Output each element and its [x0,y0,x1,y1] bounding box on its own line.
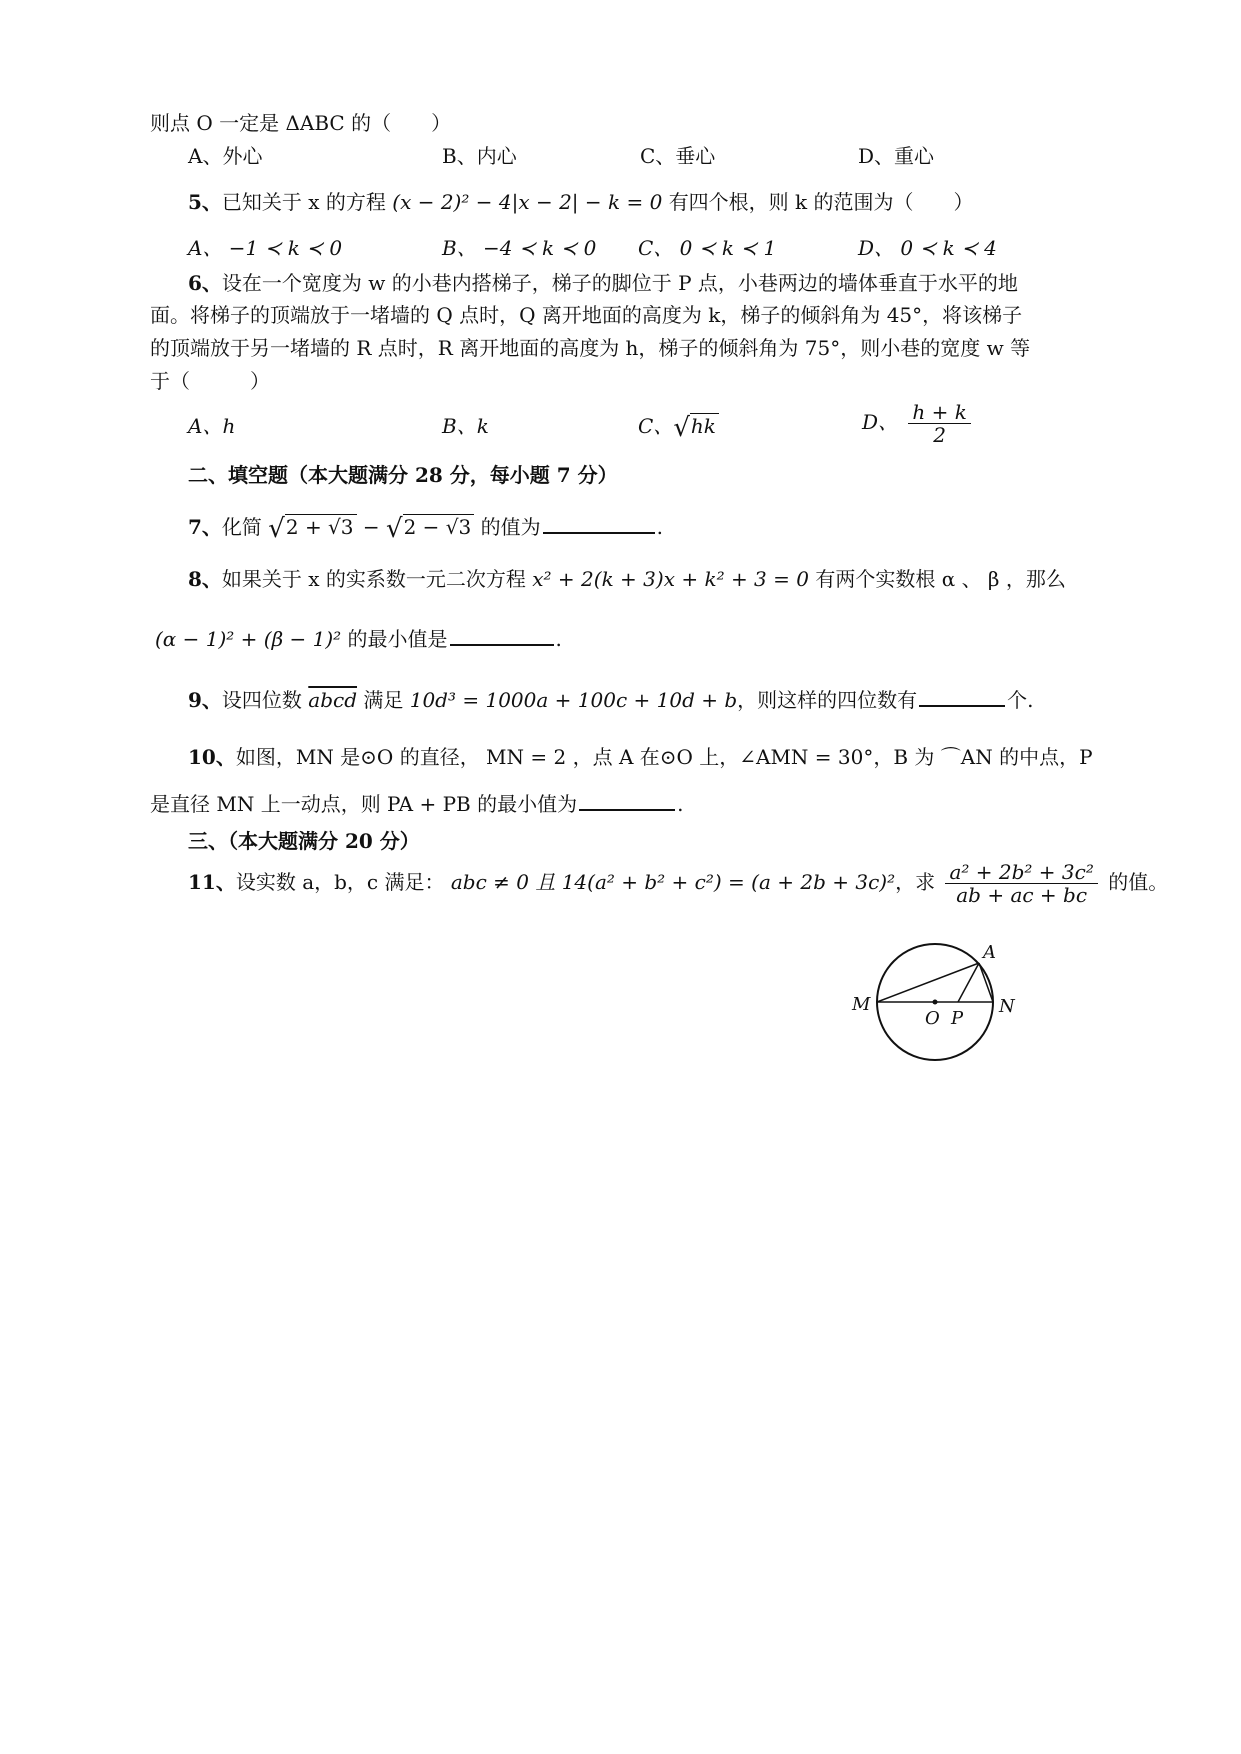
q6-option-c: C、√hk [638,411,719,443]
q4-option-d: D、重心 [858,144,935,168]
q6-option-d [862,401,975,446]
q8-text-b: 有两个实数根 α 、 β ，那么 [815,567,1066,591]
q5-text-a: 已知关于 x 的方程 [221,190,386,214]
q10-text-1: 如图，MN 是⊙O 的直径， MN = 2 ，点 A 在⊙O 上，∠AMN = 30°，B 为 ⌒AN 的中点，P [235,745,1093,769]
q6-option-d-label: D、 [862,410,899,434]
q6-option-b: B、k [442,414,489,438]
q9-text-a: 设四位数 [221,688,302,712]
q10-answer-blank[interactable] [579,787,675,811]
q10-line-2 [150,787,683,819]
q6-option-a: A、h [188,414,236,438]
q10-line-1 [188,742,1093,772]
q6-text-1: 设在一个宽度为 w 的小巷内搭梯子，梯子的脚位于 P 点，小巷两边的墙体垂直于水平的地 [221,271,1018,295]
q9-answer-blank[interactable] [919,683,1005,707]
q7-text-b: 的值为 [480,515,541,539]
q7-radical-2: 2 − √3 [403,514,475,539]
q5-number: 5、 [188,190,222,214]
q9-abcd: abcd [308,688,358,712]
q5-option-a: A、 −1 ≺ k ≺ 0 [188,236,343,260]
q11-text-a: 设实数 a，b，c 满足： [235,870,445,894]
q6-option-c-label: C、 [638,414,674,438]
q7-number: 7、 [188,515,222,539]
q11-fraction-denominator: ab + ac + bc [956,883,1088,907]
q7-text-a: 化简 [221,515,262,539]
q8-line-2 [155,622,562,654]
q7-minus: − [362,515,380,539]
q5-equation: (x − 2)² − 4|x − 2| − k = 0 [392,190,663,214]
q11-condition: abc ≠ 0 且 14(a² + b² + c²) = (a + 2b + 3c)² [450,870,896,894]
q8-end: . [555,627,562,651]
q9-equation: 10d³ = 1000a + 100c + 10d + b [409,688,738,712]
q8-expression: (α − 1)² + (β − 1)² [155,627,342,651]
q11-stem [188,861,1168,906]
q8-text-c: 的最小值是 [347,627,448,651]
q4-stem: 则点 O 一定是 ΔABC 的（ ） [150,111,452,135]
section-3-heading: 三、（本大题满分 20 分） [188,829,420,853]
q6-line-1 [188,268,1018,298]
q5-option-c: C、 0 ≺ k ≺ 1 [638,236,777,260]
q4-option-a: A、外心 [188,144,263,168]
q6-line-2: 面。将梯子的顶端放于一堵墙的 Q 点时，Q 离开地面的高度为 k，梯子的倾斜角为 45°，将该梯子 [150,303,1023,327]
segment-an [979,963,993,1002]
q9-text-c: ，则这样的四位数有 [737,688,918,712]
q8-line-1 [188,564,1066,594]
q8-equation: x² + 2(k + 3)x + k² + 3 = 0 [532,567,809,591]
q9-stem [188,683,1034,715]
center-point [933,1000,938,1005]
q7-stem: 7、化简 √2 + √3 − √2 − √3 的值为 . [188,510,663,544]
section-2-heading: 二、填空题（本大题满分 28 分，每小题 7 分） [188,463,618,487]
q6-option-c-radicand: hk [690,413,719,438]
q8-text-a: 如果关于 x 的实系数一元二次方程 [221,567,526,591]
q9-end: 个. [1007,688,1034,712]
q6-line-4: 于（ ） [150,369,270,393]
q10-number: 10、 [188,745,236,769]
q5-text-b: 有四个根，则 k 的范围为（ ） [668,190,974,214]
q6-option-d-fraction [908,401,970,446]
segment-pa [958,963,979,1002]
label-o: O [925,1008,940,1029]
q7-radical-1: 2 + √3 [285,514,357,539]
q7-end: . [656,515,663,539]
label-m: M [852,994,871,1015]
segment-ma [877,963,979,1002]
geometry-diagram [840,940,1030,1070]
q9-text-b: 满足 [363,688,404,712]
q11-number: 11、 [188,870,236,894]
q11-fraction [945,861,1097,906]
q4-option-b: B、内心 [442,144,517,168]
q6-line-3: 的顶端放于另一堵墙的 R 点时，R 离开地面的高度为 h，梯子的倾斜角为 75°，则小巷的宽度 w 等 [150,336,1031,360]
q10-text-2: 是直径 MN 上一动点，则 PA + PB 的最小值为 [150,792,578,816]
q5-option-b: B、 −4 ≺ k ≺ 0 [442,236,597,260]
q6-option-d-denominator: 2 [933,423,947,447]
q10-end: . [677,792,684,816]
q8-answer-blank[interactable] [450,622,554,646]
q11-fraction-numerator: a² + 2b² + 3c² [945,861,1097,884]
label-p: P [951,1008,964,1029]
q8-number: 8、 [188,567,222,591]
q9-number: 9、 [188,688,222,712]
q7-answer-blank[interactable] [543,510,655,534]
q11-text-c: 的值。 [1108,870,1169,894]
q5-stem [188,187,974,217]
q11-text-b: ，求 [895,870,936,894]
q6-option-d-numerator: h + k [908,401,970,424]
q4-option-c: C、垂心 [640,144,716,168]
label-a: A [983,942,996,963]
q6-number: 6、 [188,271,222,295]
q5-option-d: D、 0 ≺ k ≺ 4 [858,236,997,260]
label-n: N [999,996,1015,1017]
